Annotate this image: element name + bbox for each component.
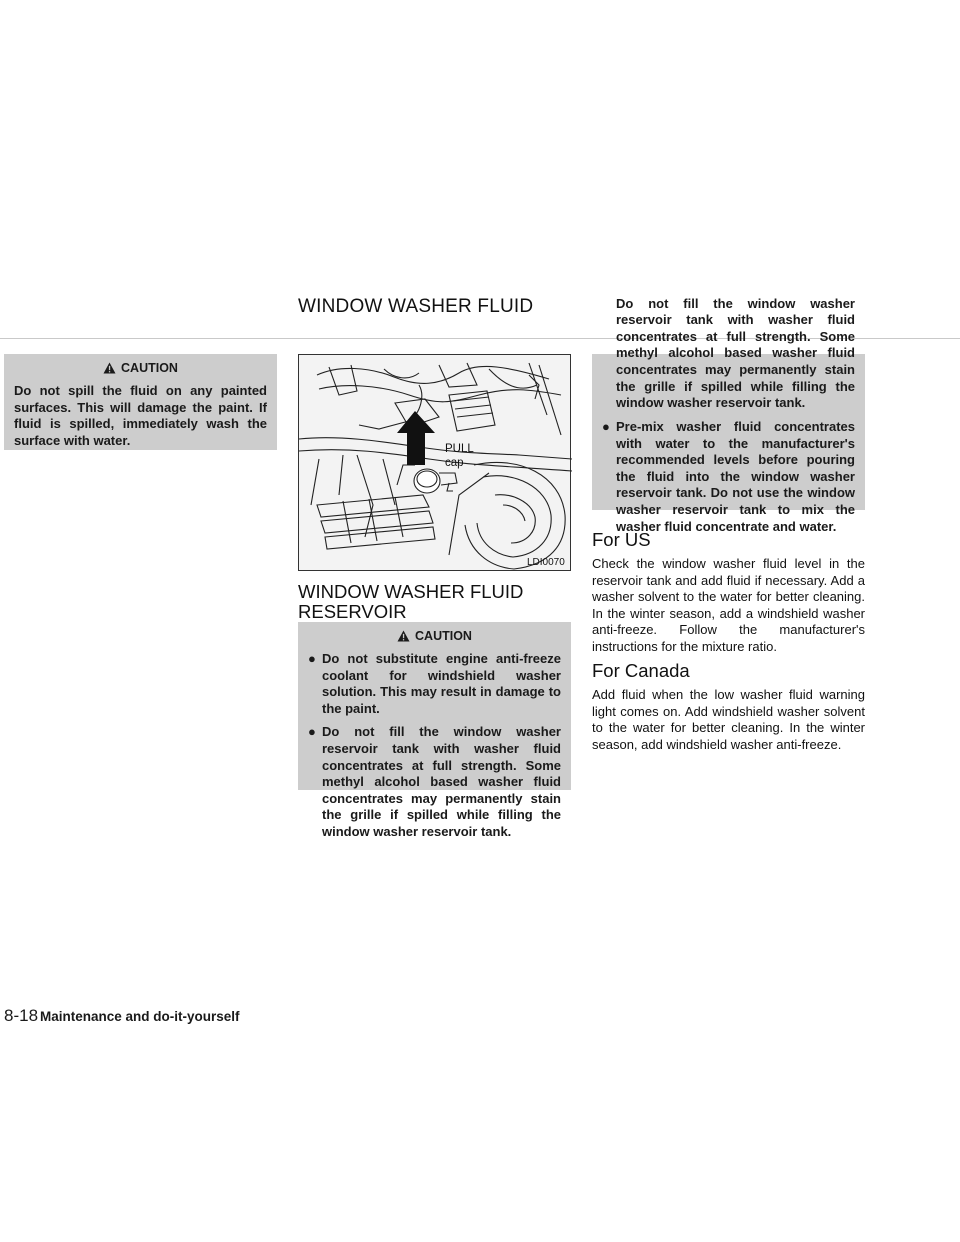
caution-bullet-text: Do not fill the window washer reservoir tank with washer fluid concentrates at full strength. Some methyl alcohol based washer fluid concentrates may permanently stain the grille if spilled while filling the window washer reservoir tank. (616, 295, 855, 411)
caution-box-antifreeze-continued (592, 295, 865, 534)
warning-triangle-icon (397, 630, 410, 642)
caution-text: Do not spill the fluid on any painted surfaces. This will damage the paint. If fluid is spilled, immediately wash the surface with water. (14, 383, 267, 448)
for-canada-heading: For Canada (592, 660, 690, 681)
for-canada-text: Add fluid when the low washer fluid warning light comes on. Add windshield washer solvent to the water for better cleaning. In the winter season, add windshield washer anti-freeze. (592, 687, 865, 752)
caution-bullet (308, 724, 561, 839)
bullet-icon: ● (308, 724, 316, 740)
caution-box-paint (4, 354, 277, 450)
chapter-title: Maintenance and do-it-yourself (40, 1009, 240, 1024)
caution-heading (308, 629, 561, 643)
for-us-text: Check the window washer fluid level in the reservoir tank and add fluid if necessary. Add a washer solvent to the water for better cleaning. In the winter season, add a windshield washer anti-freeze. Follow the manufacturer's instructions for the mixture ratio. (592, 556, 865, 654)
engine-bay-illustration (298, 354, 571, 571)
section-title: WINDOW WASHER FLUID RESERVOIR (298, 581, 524, 622)
caution-bullet (308, 651, 561, 717)
caution-bullet-text: Do not substitute engine anti-freeze coolant for windshield washer solution. This may result in damage to the paint. (322, 651, 561, 716)
cap-label: cap (445, 457, 464, 469)
page-number: 8-18 (4, 1006, 39, 1025)
caution-bullet-text: Pre-mix washer fluid concentrates with water to the manufacturer's recommended levels before pouring the fluid into the window washer reservoir tank. Do not use the window washer reservoir tank to mix the washer fluid concentrate and water. (616, 419, 855, 534)
warning-triangle-icon (103, 362, 116, 374)
caution-box-antifreeze (298, 622, 571, 839)
caution-bullet-text: Do not fill the window washer reservoir tank with washer fluid concentrates at full strength. Some methyl alcohol based washer fluid concentrates may permanently stain the grille if spilled while filling the window washer reservoir tank. (322, 724, 561, 839)
bullet-icon: ● (308, 651, 316, 666)
reservoir-cap-drawing (299, 355, 572, 572)
for-us-heading: For US (592, 529, 651, 550)
caution-heading (14, 361, 267, 375)
page-footer (4, 1006, 240, 1026)
caution-heading-label: CAUTION (415, 629, 472, 643)
caution-bullet-continued (602, 295, 855, 412)
caution-bullet (602, 419, 855, 535)
bullet-icon: ● (602, 419, 610, 434)
page-title: WINDOW WASHER FLUID (298, 296, 534, 317)
pull-label: PULL (445, 443, 474, 455)
caution-heading-label: CAUTION (121, 361, 178, 375)
figure-caption: LDI0070 (527, 557, 565, 568)
